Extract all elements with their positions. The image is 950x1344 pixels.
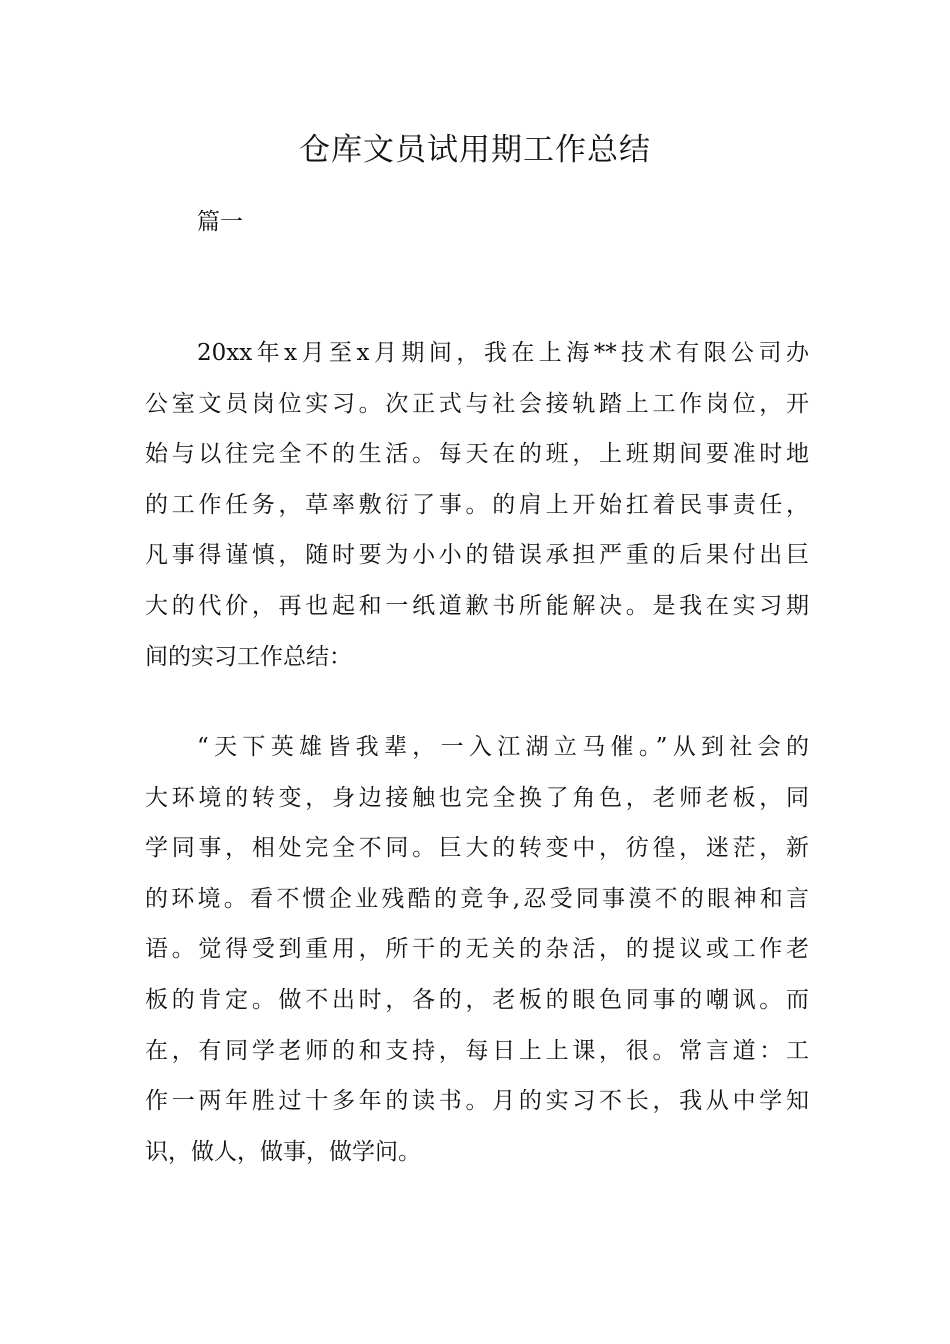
paragraph-line: 学同事，相处完全不同。巨大的转变中，彷徨，迷茫，新 xyxy=(145,835,809,862)
paragraph-line: 作一两年胜过十多年的读书。月的实习不长，我从中学知 xyxy=(145,1088,809,1115)
paragraph-line: 大的代价，再也起和一纸道歉书所能解决。是我在实习期 xyxy=(145,592,809,619)
paragraph-2 xyxy=(145,722,809,1177)
paragraph-line: 凡事得谨慎，随时要为小小的错误承担严重的后果付出巨 xyxy=(145,542,809,569)
paragraph-line: 的环境。看不惯企业残酷的竞争,忍受同事漠不的眼神和言 xyxy=(145,885,809,912)
paragraph-1 xyxy=(145,328,809,682)
paragraph-line: 始与以往完全不的生活。每天在的班，上班期间要准时地 xyxy=(145,441,809,468)
paragraph-line: 语。觉得受到重用，所干的无关的杂活，的提议或工作老 xyxy=(145,936,809,963)
paragraph-line: 20xx年x月至x月期间，我在上海**技术有限公司办 xyxy=(197,340,809,366)
paragraph-line: 公室文员岗位实习。次正式与社会接轨踏上工作岗位，开 xyxy=(145,390,809,417)
paragraph-line: 板的肯定。做不出时，各的，老板的眼色同事的嘲讽。而 xyxy=(145,986,809,1013)
section-label: 篇一 xyxy=(197,209,243,235)
paragraph-line: “天下英雄皆我辈，一入江湖立马催。”从到社会的 xyxy=(197,734,809,760)
paragraph-line: 的工作任务，草率敷衍了事。的肩上开始扛着民事责任， xyxy=(145,491,809,518)
paragraph-line: 大环境的转变，身边接触也完全换了角色，老师老板，同 xyxy=(145,784,809,811)
paragraph-line: 间的实习工作总结： xyxy=(145,643,352,670)
paragraph-line: 在，有同学老师的和支持，每日上上课，很。常言道：工 xyxy=(145,1037,809,1064)
document-title: 仓库文员试用期工作总结 xyxy=(299,132,651,168)
paragraph-line: 识，做人，做事，做学问。 xyxy=(145,1138,421,1165)
